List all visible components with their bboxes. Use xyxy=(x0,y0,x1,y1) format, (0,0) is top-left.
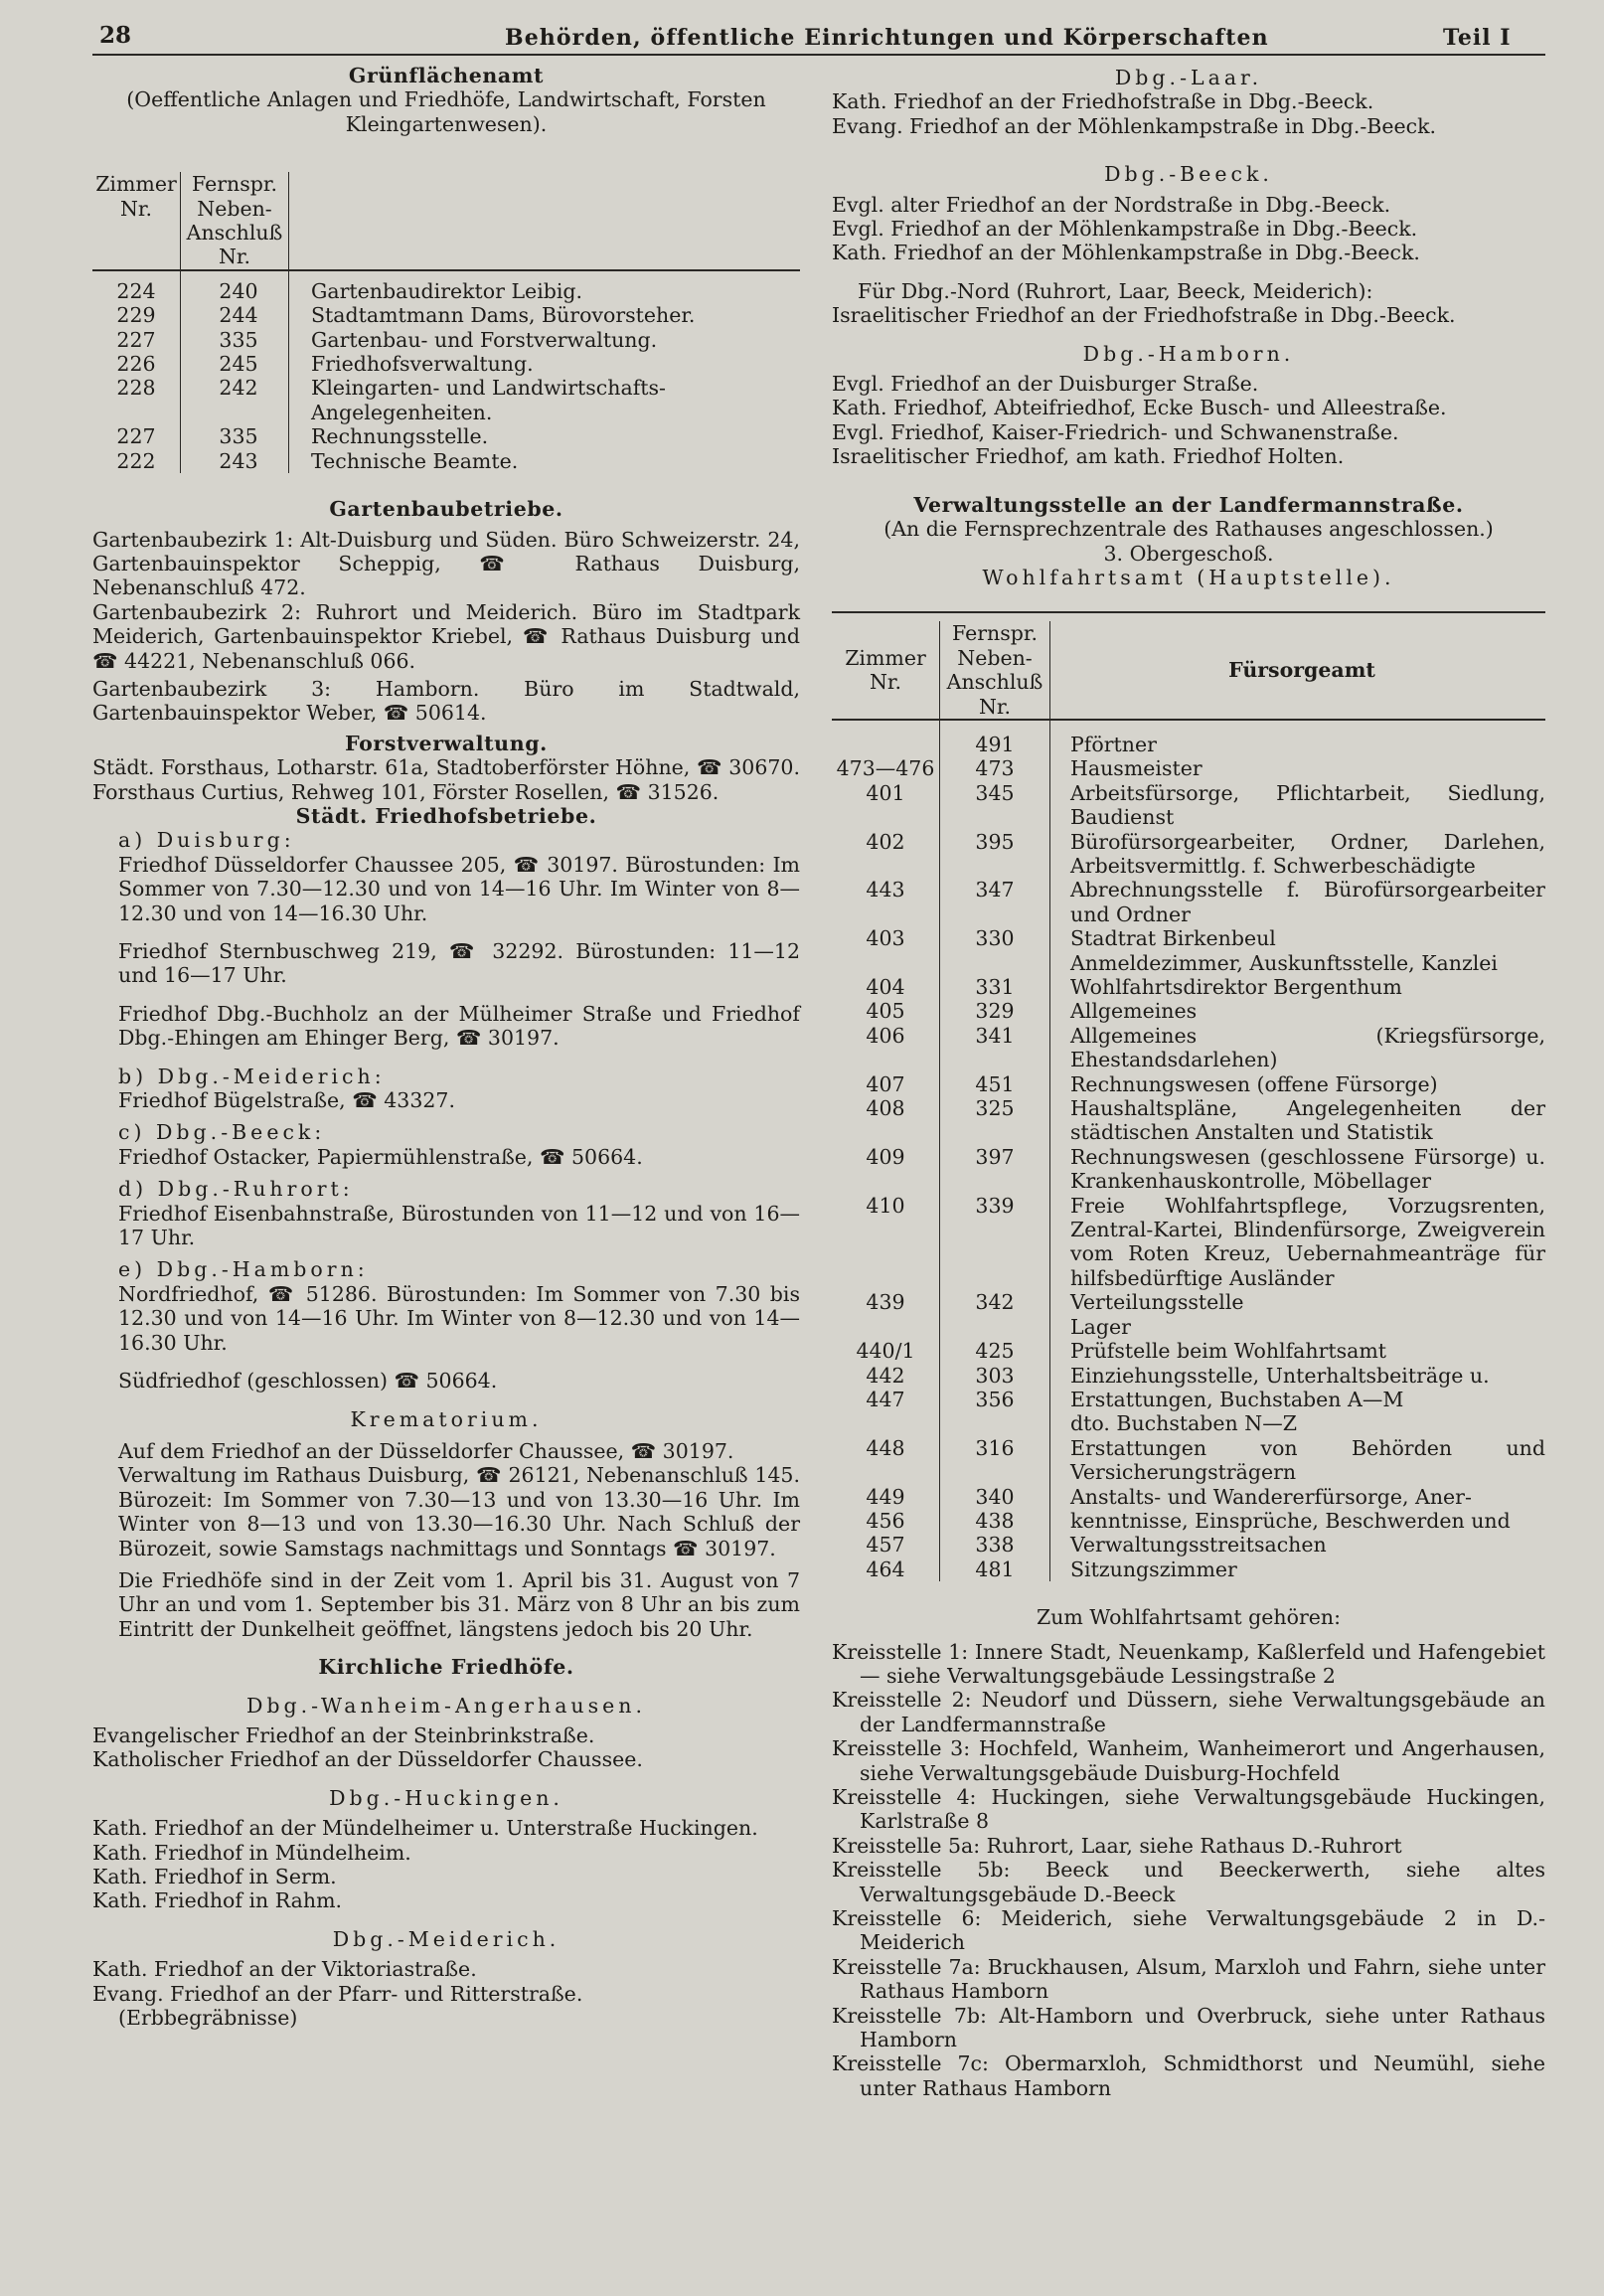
huckingen-head: Dbg.-Huckingen. xyxy=(329,1785,563,1810)
krema-p3: Die Friedhöfe sind in der Zeit vom 1. April bis 31. August von 7 Uhr an und vom 1. September bis 31. März von 8 Uhr an bis zum Eintritt der Dunkelheit geöffnet, längstens jedoch bis 20 Uhr. xyxy=(118,1567,800,1641)
table-row-room: 404 xyxy=(866,975,905,999)
table-row xyxy=(832,1072,1545,1096)
table-row xyxy=(832,1339,1545,1363)
fuersorge-table xyxy=(832,611,1545,735)
table-row-room: 224 xyxy=(116,278,156,303)
table-row xyxy=(832,1558,1545,1581)
fuersorge-table-body xyxy=(832,733,1545,1581)
table-row-ext: 395 xyxy=(940,830,1050,879)
right-column xyxy=(832,58,1545,2100)
beeck-head: Dbg.-Beeck. xyxy=(1104,162,1273,187)
table-row-room: 407 xyxy=(866,1071,905,1096)
table-row-desc: Lager xyxy=(1050,1315,1546,1339)
list-item: Evang. Friedhof an der Möhlenkampstraße in Dbg.-Beeck. xyxy=(832,113,1437,138)
list-item: Katholischer Friedhof an der Düsseldorfer Chaussee. xyxy=(92,1747,643,1772)
friedhof-c-head: c) Dbg.-Beeck: xyxy=(118,1120,326,1145)
friedhof-a2: Friedhof Sternbuschweg 219, ☎ 32292. Bürostunden: 11—12 und 16—17 Uhr. xyxy=(118,939,800,988)
gruen-table xyxy=(92,172,800,473)
table-row-room: 222 xyxy=(116,448,156,473)
table-row-desc: Gartenbau- und Forstverwaltung. xyxy=(289,328,801,352)
gartenbau-bezirk-3: Gartenbaubezirk 3: Hamborn. Büro im Stadtwald, Gartenbauinspektor Weber, ☎ 50614. xyxy=(92,676,800,726)
list-item: Kath. Friedhof an der Mündelheimer u. Unterstraße Huckingen. xyxy=(92,1816,758,1841)
table-row-room: 410 xyxy=(866,1193,905,1218)
gruen-title: Grünflächenamt xyxy=(348,64,545,87)
table-row-room xyxy=(832,1411,940,1435)
table-row-ext: 339 xyxy=(940,1194,1050,1291)
hamborn-head: Dbg.-Hamborn. xyxy=(1082,341,1295,366)
table-row-desc: Erstattungen von Behörden und Versicherungsträgern xyxy=(1050,1436,1546,1485)
table-row xyxy=(832,878,1545,926)
table-row-room: 447 xyxy=(866,1387,905,1411)
table-row-desc: Kleingarten- und Landwirtschafts-Angelegenheiten. xyxy=(289,376,801,424)
table-row-room: 227 xyxy=(116,327,156,352)
table-row-room: 473—476 xyxy=(836,756,935,781)
krema-p1: Auf dem Friedhof an der Düsseldorfer Chaussee, ☎ 30197. xyxy=(118,1438,734,1463)
table-row-ext: 491 xyxy=(940,733,1050,756)
table-row-desc: Arbeitsfürsorge, Pflichtarbeit, Siedlung, Baudienst xyxy=(1050,781,1546,830)
table-row-desc: Stadtrat Birkenbeul xyxy=(1050,926,1546,950)
nord-text: Israelitischer Friedhof an der Friedhofstraße in Dbg.-Beeck. xyxy=(832,303,1456,328)
table-row-room: 448 xyxy=(866,1435,905,1460)
table-row-ext: 331 xyxy=(940,975,1050,999)
friedhof-a3: Friedhof Dbg.-Buchholz an der Mülheimer Straße und Friedhof Dbg.-Ehingen am Ehinger Berg, ☎ 30197. xyxy=(118,1001,800,1051)
table-row-desc: Allgemeines (Kriegsfürsorge, Ehestandsdarlehen) xyxy=(1050,1024,1546,1072)
table-row-room: 406 xyxy=(866,1023,905,1048)
table-row-ext: 397 xyxy=(940,1145,1050,1194)
table-row-room: 403 xyxy=(866,926,905,951)
table-row-ext: 240 xyxy=(181,279,289,303)
friedhof-c1: Friedhof Ostacker, Papiermühlenstraße, ☎ 50664. xyxy=(118,1144,643,1169)
zum-head: Zum Wohlfahrtsamt gehören: xyxy=(1036,1605,1341,1630)
kreisstelle-item: Kreisstelle 6: Meiderich, siehe Verwaltungsgebäude 2 in D.-Meiderich xyxy=(832,1906,1545,1955)
table-row xyxy=(832,830,1545,879)
kreisstelle-item: Kreisstelle 7b: Alt-Hamborn und Overbruck, siehe unter Rathaus Hamborn xyxy=(832,2003,1545,2052)
table-row-desc: Verwaltungsstreitsachen xyxy=(1050,1533,1546,1557)
table-row-ext: 330 xyxy=(940,926,1050,950)
kreisstelle-item: Kreisstelle 7a: Bruckhausen, Alsum, Marxloh und Fahrn, siehe unter Rathaus Hamborn xyxy=(832,1954,1545,2004)
table-row xyxy=(832,1509,1545,1533)
page-number: 28 xyxy=(99,22,132,49)
friedhof-d1: Friedhof Eisenbahnstraße, Bürostunden von 11—12 und von 16—17 Uhr. xyxy=(118,1201,800,1250)
table-row-desc: Bürofürsorgearbeiter, Ordner, Darlehen, Arbeitsvermittlg. f. Schwerbeschädigte xyxy=(1050,830,1546,879)
table-row-ext: 451 xyxy=(940,1072,1050,1096)
table-row-room: 442 xyxy=(866,1363,905,1388)
kirch-title: Kirchliche Friedhöfe. xyxy=(318,1655,574,1680)
table-row xyxy=(832,733,1545,756)
table-row xyxy=(832,1024,1545,1072)
table-row-desc: Gartenbaudirektor Leibig. xyxy=(289,279,801,303)
table-row-desc: Abrechnungsstelle f. Bürofürsorgearbeiter und Ordner xyxy=(1050,878,1546,926)
table-row xyxy=(832,1436,1545,1485)
gartenbau-bezirk-1: Gartenbaubezirk 1: Alt-Duisburg und Süden. Büro Schweizerstr. 24, Gartenbauinspektor Scheppig, ☎ Rathaus Duisburg, Nebenanschluß 472. xyxy=(92,527,800,600)
verwaltung-office: Wohlfahrtsamt (Hauptstelle). xyxy=(982,565,1395,589)
col-dept-header: Fürsorgeamt xyxy=(1050,621,1546,720)
table-row-desc: Wohlfahrtsdirektor Bergenthum xyxy=(1050,975,1546,999)
table-row xyxy=(832,1315,1545,1339)
list-item: Kath. Friedhof an der Viktoriastraße. xyxy=(92,1957,477,1982)
table-row xyxy=(832,1364,1545,1388)
table-row-desc: Stadtamtmann Dams, Bürovorsteher. xyxy=(289,303,801,327)
table-row-ext: 303 xyxy=(940,1364,1050,1388)
list-item: Evang. Friedhof an der Pfarr- und Ritterstraße. xyxy=(92,1981,583,2006)
laar-head: Dbg.-Laar. xyxy=(1114,66,1263,89)
table-row-desc: Anstalts- und Wandererfürsorge, Aner- xyxy=(1050,1485,1546,1509)
table-row-ext: 329 xyxy=(940,999,1050,1023)
table-row xyxy=(832,1096,1545,1145)
table-row-ext: 340 xyxy=(940,1485,1050,1509)
list-item: Israelitischer Friedhof, am kath. Friedhof Holten. xyxy=(832,444,1345,469)
list-item: Evangelischer Friedhof an der Steinbrinkstraße. xyxy=(92,1722,595,1747)
friedhof-b1: Friedhof Bügelstraße, ☎ 43327. xyxy=(118,1088,455,1113)
table-row-desc: Verteilungsstelle xyxy=(1050,1290,1546,1314)
table-row-room xyxy=(832,733,940,756)
table-row-desc: Freie Wohlfahrtspflege, Vorzugsrenten, Zentral-Kartei, Blindenfürsorge, Zweigverein vom Roten Kreuz, Uebernahmeanträge für hilfsbedürftige Ausländer xyxy=(1050,1194,1546,1291)
table-row xyxy=(832,1194,1545,1291)
table-row-ext: 335 xyxy=(181,424,289,448)
friedhof-title: Städt. Friedhofsbetriebe. xyxy=(295,803,597,828)
table-row-room: 443 xyxy=(866,878,905,902)
table-row-room: 456 xyxy=(866,1508,905,1533)
table-row-desc: Allgemeines xyxy=(1050,999,1546,1023)
table-row-desc: dto. Buchstaben N—Z xyxy=(1050,1411,1546,1435)
table-row-desc: Prüfstelle beim Wohlfahrtsamt xyxy=(1050,1339,1546,1363)
table-row-ext: 341 xyxy=(940,1024,1050,1072)
list-item: Kath. Friedhof in Serm. xyxy=(92,1865,337,1888)
table-row-desc: kenntnisse, Einsprüche, Beschwerden und xyxy=(1050,1509,1546,1533)
table-row-ext: 481 xyxy=(940,1558,1050,1581)
col-room-header: Zimmer Nr. xyxy=(95,172,177,221)
table-row-room: 405 xyxy=(866,999,905,1024)
kreisstelle-item: Kreisstelle 3: Hochfeld, Wanheim, Wanheimerort und Angerhausen, siehe Verwaltungsgebäude Duisburg-Hochfeld xyxy=(832,1736,1545,1785)
table-row-ext: 245 xyxy=(181,352,289,376)
table-row-ext: 342 xyxy=(940,1290,1050,1314)
meiderich-head: Dbg.-Meiderich. xyxy=(332,1926,561,1951)
col-ext-header: Fernspr. Neben-Anschluß Nr. xyxy=(940,621,1050,720)
gruen-subtitle: (Oeffentliche Anlagen und Friedhöfe, Landwirtschaft, Forsten Kleingartenwesen). xyxy=(126,87,766,136)
table-row-ext xyxy=(940,951,1050,975)
gartenbau-bezirk-2: Gartenbaubezirk 2: Ruhrort und Meiderich. Büro im Stadtpark Meiderich, Gartenbauinspektor Kriebel, ☎ Rathaus Duisburg und ☎ 44221, Nebenanschluß 066. xyxy=(92,599,800,673)
kreisstelle-item: Kreisstelle 4: Huckingen, siehe Verwaltungsgebäude Huckingen, Karlstraße 8 xyxy=(832,1785,1545,1834)
list-item: Kath. Friedhof an der Friedhofstraße in Dbg.-Beeck. xyxy=(832,89,1374,114)
table-row xyxy=(832,1485,1545,1509)
table-row-room: 401 xyxy=(866,780,905,805)
col-desc-header xyxy=(289,172,801,270)
table-row-desc: Pförtner xyxy=(1050,733,1546,756)
table-row-room: 440/1 xyxy=(856,1339,915,1364)
table-row-ext: 438 xyxy=(940,1509,1050,1533)
list-item: Kath. Friedhof an der Möhlenkampstraße in Dbg.-Beeck. xyxy=(832,241,1420,265)
kreisstelle-item: Kreisstelle 5a: Ruhrort, Laar, siehe Rathaus D.-Ruhrort xyxy=(832,1833,1402,1858)
table-row xyxy=(832,1411,1545,1435)
nord-head: Für Dbg.-Nord (Ruhrort, Laar, Beeck, Meiderich): xyxy=(858,278,1373,303)
table-row-ext: 244 xyxy=(181,303,289,327)
verwaltung-title: Verwaltungsstelle an der Landfermannstraße. xyxy=(913,492,1464,517)
table-row-desc: Anmeldezimmer, Auskunftsstelle, Kanzlei xyxy=(1050,951,1546,975)
table-row-ext xyxy=(940,1411,1050,1435)
table-row-room: 439 xyxy=(866,1290,905,1315)
table-row-room: 409 xyxy=(866,1144,905,1169)
table-row-room: 464 xyxy=(866,1557,905,1581)
list-item: Evgl. Friedhof an der Duisburger Straße. xyxy=(832,372,1259,397)
gartenbau-title: Gartenbaubetriebe. xyxy=(329,497,563,522)
friedhof-a-head: a) Duisburg: xyxy=(118,828,295,853)
wanheim-head: Dbg.-Wanheim-Angerhausen. xyxy=(245,1693,647,1718)
table-row-desc: Rechnungswesen (geschlossene Fürsorge) u. Krankenhauskontrolle, Möbellager xyxy=(1050,1145,1546,1194)
krema-title: Krematorium. xyxy=(350,1406,543,1431)
table-row-room: 408 xyxy=(866,1096,905,1121)
table-row-room: 227 xyxy=(116,424,156,449)
table-row-desc: Einziehungsstelle, Unterhaltsbeiträge u. xyxy=(1050,1364,1546,1388)
list-item: Kath. Friedhof in Rahm. xyxy=(92,1888,343,1913)
table-row-room xyxy=(832,951,940,975)
table-row-room: 229 xyxy=(116,303,156,328)
krema-p2: Verwaltung im Rathaus Duisburg, ☎ 26121, Nebenanschluß 145. Bürozeit: Im Sommer von 7.30—13 und von 13.30—16 Uhr. Im Winter von 8—13 und von 13.30—16.30 Uhr. Nach Schluß der Bürozeit, sowie Samstags nachmittags und Sonntags ☎ 30197. xyxy=(118,1463,800,1560)
forst-text: Städt. Forsthaus, Lotharstr. 61a, Stadtoberförster Höhne, ☎ 30670. Forsthaus Curtius, Rehweg 101, Förster Rosellen, ☎ 31526. xyxy=(92,755,800,804)
table-row-ext: 338 xyxy=(940,1533,1050,1557)
table-row xyxy=(832,951,1545,975)
table-row-ext: 347 xyxy=(940,878,1050,926)
kreisstelle-item: Kreisstelle 2: Neudorf und Düssern, siehe Verwaltungsgebäude an der Landfermannstraße xyxy=(832,1688,1545,1736)
table-row xyxy=(832,926,1545,950)
table-row xyxy=(832,1533,1545,1557)
table-row xyxy=(832,756,1545,780)
table-row xyxy=(832,999,1545,1023)
running-title: Behörden, öffentliche Einrichtungen und Körperschaften xyxy=(505,25,1269,51)
kreisstelle-item: Kreisstelle 1: Innere Stadt, Neuenkamp, Kaßlerfeld und Hafengebiet — siehe Verwaltungsgebäude Lessingstraße 2 xyxy=(832,1639,1545,1688)
table-row-desc: Haushaltspläne, Angelegenheiten der städtischen Anstalten und Statistik xyxy=(1050,1096,1546,1145)
table-row-ext: 473 xyxy=(940,756,1050,780)
table-row-desc: Rechnungswesen (offene Fürsorge) xyxy=(1050,1072,1546,1096)
table-row xyxy=(832,1388,1545,1411)
list-item: Evgl. alter Friedhof an der Nordstraße in Dbg.-Beeck. xyxy=(832,192,1391,217)
table-row xyxy=(832,1145,1545,1194)
kreisstelle-item: Kreisstelle 5b: Beeck und Beeckerwerth, siehe altes Verwaltungsgebäude D.-Beeck xyxy=(832,1858,1545,1906)
table-row-ext: 316 xyxy=(940,1436,1050,1485)
table-row-desc: Erstattungen, Buchstaben A—M xyxy=(1050,1388,1546,1411)
friedhof-e1: Nordfriedhof, ☎ 51286. Bürostunden: Im Sommer von 7.30 bis 12.30 und von 14—16 Uhr. Im Winter von 8—12.30 und von 14—16.30 Uhr. xyxy=(118,1281,800,1355)
kreis-list xyxy=(832,1640,1545,2101)
table-row-ext: 242 xyxy=(181,376,289,424)
table-row-room: 228 xyxy=(116,376,156,401)
part-label: Teil I xyxy=(1443,25,1512,51)
table-row-ext: 335 xyxy=(181,328,289,352)
list-item: Kath. Friedhof in Mündelheim. xyxy=(92,1840,411,1865)
friedhof-e2: Südfriedhof (geschlossen) ☎ 50664. xyxy=(118,1369,498,1394)
table-row-ext: 356 xyxy=(940,1388,1050,1411)
table-row-desc: Rechnungsstelle. xyxy=(289,424,801,448)
table-row-ext: 425 xyxy=(940,1339,1050,1363)
table-row-ext: 345 xyxy=(940,781,1050,830)
list-item: Evgl. Friedhof, Kaiser-Friedrich- und Schwanenstraße. xyxy=(832,419,1399,444)
table-row-ext xyxy=(940,1315,1050,1339)
list-item: Evgl. Friedhof an der Möhlenkampstraße in Dbg.-Beeck. xyxy=(832,217,1418,242)
friedhof-a1: Friedhof Düsseldorfer Chaussee 205, ☎ 30197. Bürostunden: Im Sommer von 7.30—12.30 und von 14—16 Uhr. Im Winter von 8—12.30 und von 14—16.30 Uhr. xyxy=(118,852,800,925)
list-item: Kath. Friedhof, Abteifriedhof, Ecke Busch- und Alleestraße. xyxy=(832,396,1447,420)
table-row-room xyxy=(832,1315,940,1339)
table-row-ext: 325 xyxy=(940,1096,1050,1145)
col-room-header: Zimmer Nr. xyxy=(845,645,926,695)
table-row xyxy=(832,781,1545,830)
left-column xyxy=(92,58,800,2030)
header-rule xyxy=(92,54,1545,56)
table-row xyxy=(832,975,1545,999)
table-row-room: 402 xyxy=(866,829,905,854)
table-row-room: 449 xyxy=(866,1484,905,1509)
col-ext-header: Fernspr. Neben-Anschluß Nr. xyxy=(181,172,289,270)
table-row-desc: Sitzungszimmer xyxy=(1050,1558,1546,1581)
list-item: (Erbbegräbnisse) xyxy=(118,2006,298,2031)
friedhof-d-head: d) Dbg.-Ruhrort: xyxy=(118,1177,354,1202)
table-row-desc: Technische Beamte. xyxy=(289,449,801,473)
table-row-room: 457 xyxy=(866,1533,905,1558)
forst-title: Forstverwaltung. xyxy=(345,731,548,755)
table-row-desc: Friedhofsverwaltung. xyxy=(289,352,801,376)
verwaltung-floor: 3. Obergeschoß. xyxy=(1103,541,1274,566)
verwaltung-subtitle: (An die Fernsprechzentrale des Rathauses angeschlossen.) xyxy=(883,517,1494,542)
table-row-room: 226 xyxy=(116,352,156,377)
table-row xyxy=(832,1290,1545,1314)
table-row-desc: Hausmeister xyxy=(1050,756,1546,780)
kreisstelle-item: Kreisstelle 7c: Obermarxloh, Schmidthorst und Neumühl, siehe unter Rathaus Hamborn xyxy=(832,2051,1545,2100)
table-row-ext: 243 xyxy=(181,449,289,473)
friedhof-e-head: e) Dbg.-Hamborn: xyxy=(118,1257,369,1282)
friedhof-b-head: b) Dbg.-Meiderich: xyxy=(118,1064,386,1088)
